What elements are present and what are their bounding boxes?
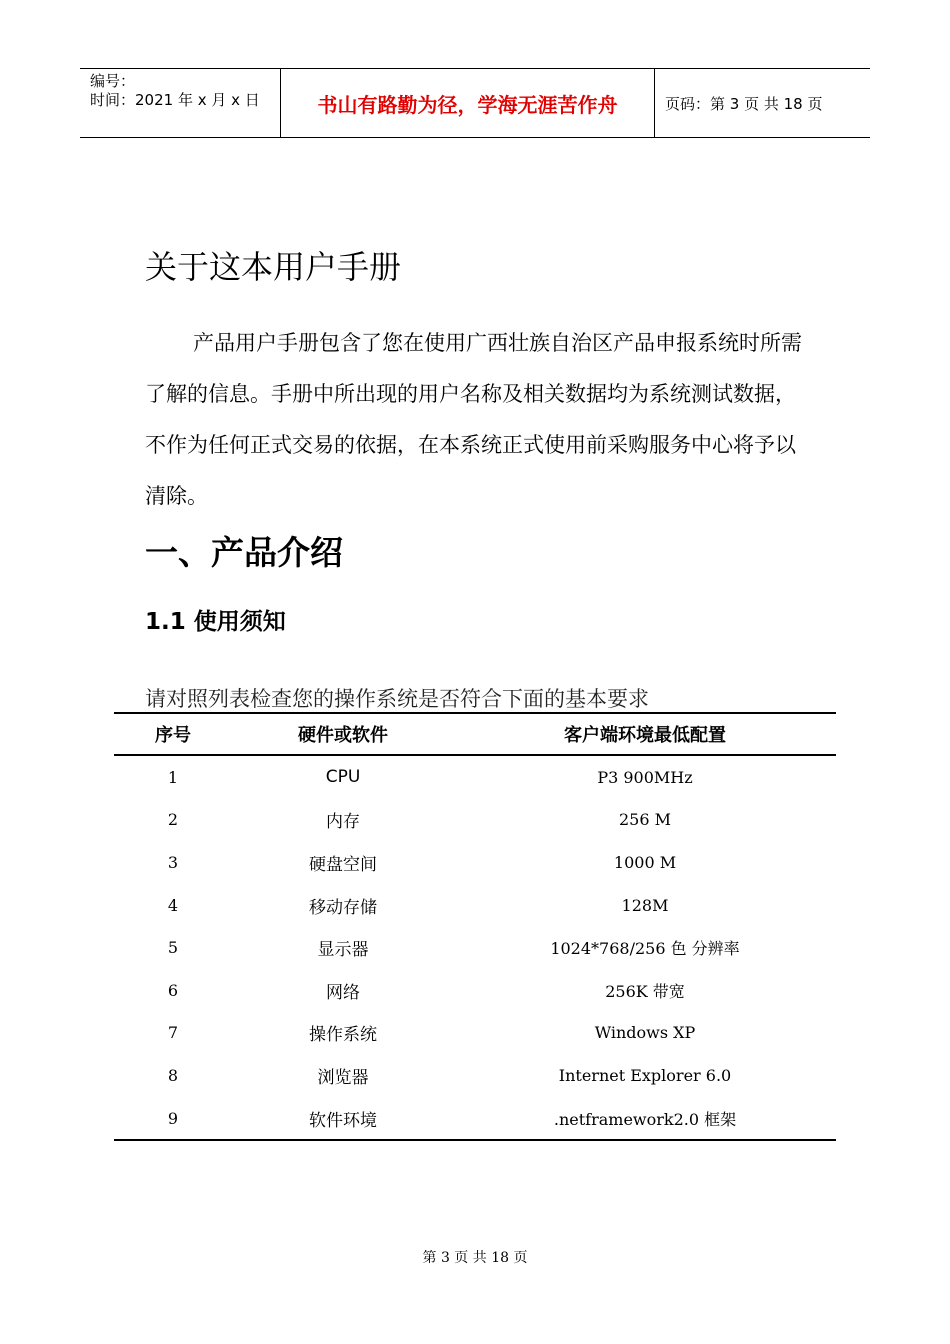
- cell-index: 2: [167, 810, 179, 830]
- cell-item: 网络: [326, 982, 360, 1003]
- page-footer: 第 3 页 共 18 页: [422, 1250, 528, 1266]
- cell-index: 7: [167, 1023, 179, 1043]
- cell-item: 移动存储: [309, 897, 377, 918]
- header-page-info: 页码：第 3 页 共 18 页: [665, 94, 823, 113]
- cell-requirement: 128M: [621, 895, 669, 915]
- column-header-item: 硬件或软件: [232, 713, 454, 755]
- cell-item: 内存: [326, 812, 360, 833]
- table-row: [114, 884, 836, 927]
- column-header-index: 序号: [114, 713, 232, 755]
- cell-item: 软件环境: [232, 1097, 454, 1141]
- table-header-row: [114, 713, 836, 755]
- table-row: [114, 926, 836, 969]
- section-heading: 一、产品介绍: [145, 533, 343, 572]
- page-header: [80, 68, 870, 138]
- document-title: 关于这本用户手册: [145, 248, 402, 286]
- header-motto: 书山有路勤为径，学海无涯苦作舟: [281, 69, 655, 137]
- table-row: [114, 841, 836, 884]
- cell-requirement: 1000 M: [613, 852, 677, 872]
- cell-item: 浏览器: [317, 1067, 369, 1088]
- cell-requirement: .netframework2.0 框架: [454, 1097, 836, 1141]
- table-caption: 请对照列表检查您的操作系统是否符合下面的基本要求: [145, 687, 649, 711]
- cell-requirement: Internet Explorer 6.0: [558, 1065, 732, 1085]
- table-row: [114, 755, 836, 799]
- cell-requirement: Windows XP: [594, 1023, 696, 1043]
- cell-item: 显示器: [317, 940, 369, 961]
- table-row: [114, 799, 836, 842]
- table-row: [114, 1097, 836, 1141]
- cell-index: 9: [114, 1097, 232, 1141]
- intro-paragraph: 产品用户手册包含了您在使用广西壮族自治区产品申报系统时所需了解的信息。手册中所出现的用户名称及相关数据均为系统测试数据，不作为任何正式交易的依据，在本系统正式使用前采购服务中心将予以清除。: [145, 331, 802, 508]
- table-row: [114, 1012, 836, 1055]
- cell-index: 4: [167, 895, 179, 915]
- cell-index: 5: [167, 938, 179, 958]
- subsection-heading: 1.1 使用须知: [145, 609, 286, 635]
- column-header-requirement: 客户端环境最低配置: [454, 713, 836, 755]
- cell-index: 8: [167, 1065, 179, 1085]
- cell-item: 操作系统: [309, 1025, 377, 1046]
- cell-index: 6: [167, 980, 179, 1000]
- cell-index: 3: [167, 852, 179, 872]
- number-label: 编号：: [90, 72, 136, 90]
- time-label: 时间：2021 年 x 月 x 日: [90, 91, 260, 109]
- cell-requirement: 1024*768/256 色 分辨率: [550, 939, 740, 959]
- requirements-table: [114, 712, 836, 1141]
- header-meta: [80, 69, 281, 137]
- table-row: [114, 1054, 836, 1097]
- cell-index: 1: [167, 767, 179, 787]
- cell-item: 硬盘空间: [309, 854, 377, 875]
- cell-requirement: 256K 带宽: [605, 981, 685, 1001]
- table-row: [114, 969, 836, 1012]
- cell-requirement: P3 900MHz: [597, 767, 693, 787]
- cell-item: CPU: [325, 767, 361, 788]
- cell-requirement: 256 M: [618, 810, 671, 830]
